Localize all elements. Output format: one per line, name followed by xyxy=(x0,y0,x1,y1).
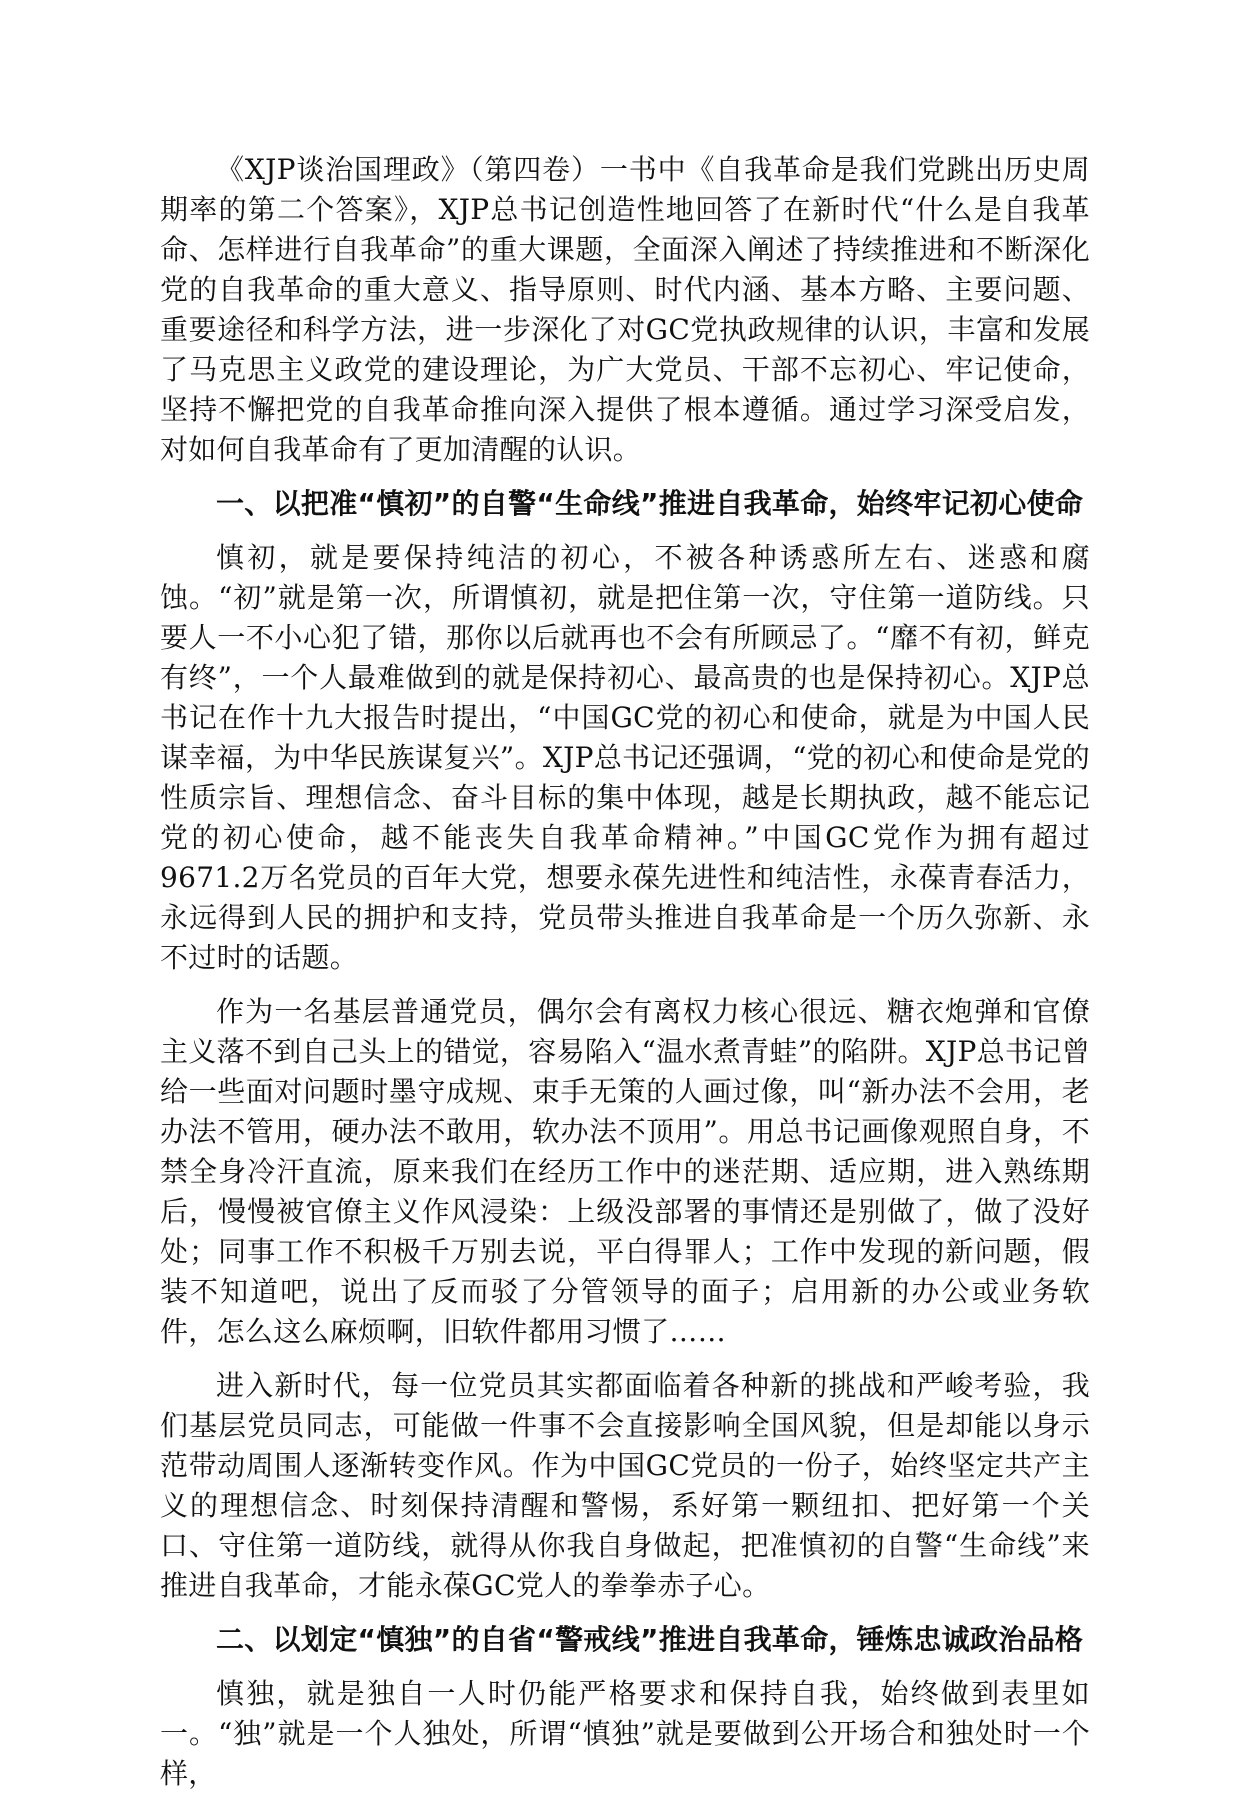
section-1-paragraph-1: 慎初，就是要保持纯洁的初心，不被各种诱惑所左右、迷惑和腐蚀。“初”就是第一次，所谓慎初，就是把住第一次，守住第一道防线。只要人一不小心犯了错，那你以后就再也不会有所顾忌了。“靡不有初，鲜克有终”，一个人最难做到的就是保持初心、最高贵的也是保持初心。XJP总书记在作十九大报告时提出，“中国GC党的初心和使命，就是为中国人民谋幸福，为中华民族谋复兴”。XJP总书记还强调，“党的初心和使命是党的性质宗旨、理想信念、奋斗目标的集中体现，越是长期执政，越不能忘记党的初心使命，越不能丧失自我革命精神。”中国GC党作为拥有超过9671.2万名党员的百年大党，想要永葆先进性和纯洁性，永葆青春活力，永远得到人民的拥护和支持，党员带头推进自我革命是一个历久弥新、永不过时的话题。 xyxy=(160,541,1090,974)
section-1-paragraph-3: 进入新时代，每一位党员其实都面临着各种新的挑战和严峻考验，我们基层党员同志，可能做一件事不会直接影响全国风貌，但是却能以身示范带动周围人逐渐转变作风。作为中国GC党员的一份子，始终坚定共产主义的理想信念、时刻保持清醒和警惕，系好第一颗纽扣、把好第一个关口、守住第一道防线，就得从你我自身做起，把准慎初的自警“生命线”来推进自我革命，才能永葆GC党人的拳拳赤子心。 xyxy=(160,1369,1090,1602)
section-1-paragraph-2: 作为一名基层普通党员，偶尔会有离权力核心很远、糖衣炮弹和官僚主义落不到自己头上的错觉，容易陷入“温水煮青蛙”的陷阱。XJP总书记曾给一些面对问题时墨守成规、束手无策的人画过像，叫“新办法不会用，老办法不管用，硬办法不敢用，软办法不顶用”。用总书记画像观照自身，不禁全身冷汗直流，原来我们在经历工作中的迷茫期、适应期，进入熟练期后，慢慢被官僚主义作风浸染：上级没部署的事情还是别做了，做了没好处；同事工作不积极千万别去说，平白得罪人；工作中发现的新问题，假装不知道吧，说出了反而驳了分管领导的面子；启用新的办公或业务软件，怎么这么麻烦啊，旧软件都用习惯了…… xyxy=(160,995,1090,1348)
document-page xyxy=(160,150,1090,1794)
section-heading-2: 二、以划定“慎独”的自省“警戒线”推进自我革命，锤炼忠诚政治品格 xyxy=(216,1623,1084,1656)
section-heading-1: 一、以把准“慎初”的自警“生命线”推进自我革命，始终牢记初心使命 xyxy=(216,487,1084,520)
intro-paragraph: 《XJP谈治国理政》（第四卷）一书中《自我革命是我们党跳出历史周期率的第二个答案》，XJP总书记创造性地回答了在新时代“什么是自我革命、怎样进行自我革命”的重大课题，全面深入阐述了持续推进和不断深化党的自我革命的重大意义、指导原则、时代内涵、基本方略、主要问题、重要途径和科学方法，进一步深化了对GC党执政规律的认识，丰富和发展了马克思主义政党的建设理论，为广大党员、干部不忘初心、牢记使命，坚持不懈把党的自我革命推向深入提供了根本遵循。通过学习深受启发，对如何自我革命有了更加清醒的认识。 xyxy=(160,153,1090,466)
section-2-paragraph-1: 慎独，就是独自一人时仍能严格要求和保持自我，始终做到表里如一。“独”就是一个人独处，所谓“慎独”就是要做到公开场合和独处时一个样， xyxy=(160,1677,1090,1790)
